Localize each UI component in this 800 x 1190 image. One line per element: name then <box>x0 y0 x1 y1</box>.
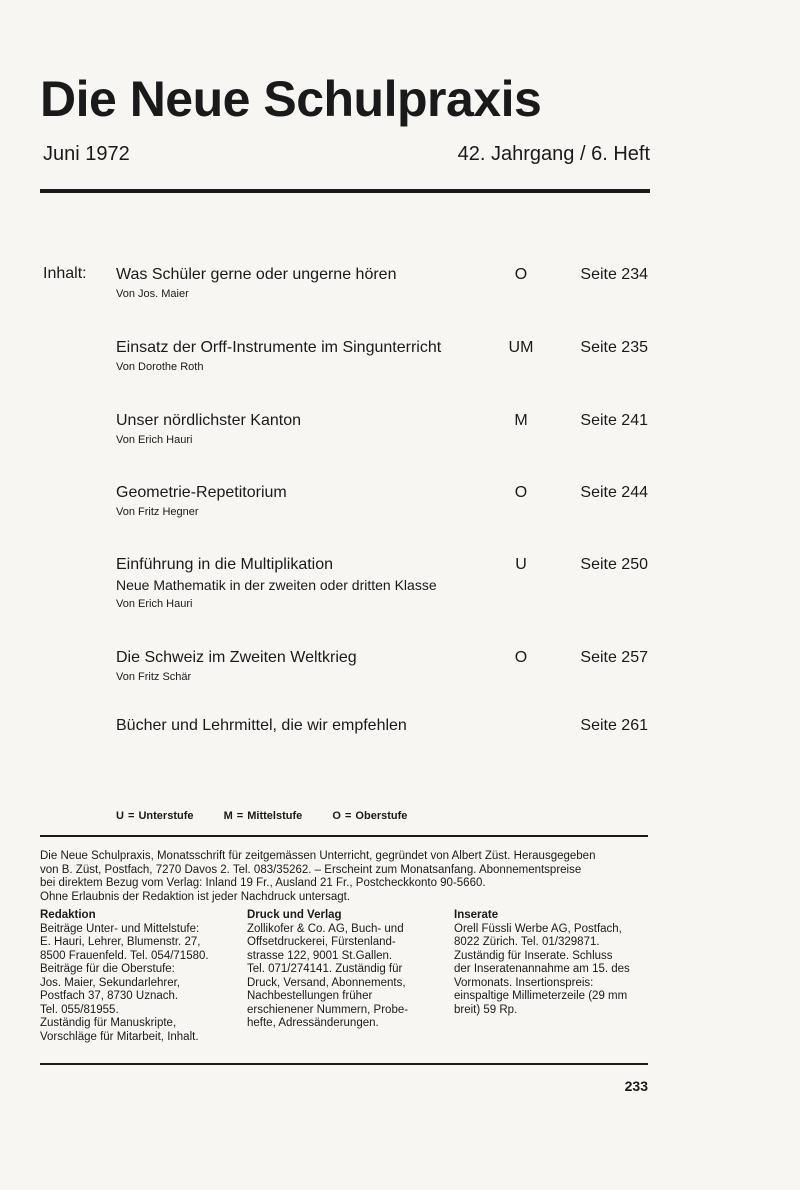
toc-entry-author: Von Fritz Hegner <box>116 506 199 518</box>
column-line: der Inseratenannahme am 15. des <box>454 963 630 975</box>
toc-entry-author: Von Fritz Schär <box>116 671 192 683</box>
column-line: Tel. 071/274141. Zuständig für <box>247 963 403 975</box>
column-line: Zuständig für Manuskripte, <box>40 1017 177 1029</box>
column-line: Vormonats. Insertionspreis: <box>454 976 594 989</box>
column-line: Offsetdruckerei, Fürstenland- <box>247 936 396 948</box>
column-line: Postfach 37, 8730 Uznach. <box>40 990 179 1002</box>
toc-entry-subtitle: Neue Mathematik in der zweiten oder dritten Klasse <box>116 577 437 593</box>
toc-entry <box>116 648 656 686</box>
footer-rule <box>40 1063 648 1065</box>
toc-entry <box>116 555 656 613</box>
toc-entry-level: O <box>514 484 528 501</box>
column-heading: Inserate <box>454 909 499 921</box>
toc-entry-level: O <box>514 649 528 666</box>
toc-entry <box>116 265 656 303</box>
toc-entry-page: Seite 244 <box>580 484 648 501</box>
toc-entry-author: Von Dorothe Roth <box>116 361 204 373</box>
column-line: 8022 Zürich. Tel. 01/329871. <box>454 936 600 948</box>
toc-entry-level: O <box>514 266 528 283</box>
level-legend <box>116 810 433 822</box>
column-line: hefte, Adressänderungen. <box>247 1017 379 1029</box>
toc-entry-title: Unser nördlichster Kanton <box>116 412 301 429</box>
column-line: Beiträge für die Oberstufe: <box>40 963 175 975</box>
column-redaktion <box>40 909 209 1044</box>
column-line: Nachbestellungen früher <box>247 990 373 1002</box>
toc-entry <box>116 483 656 521</box>
masthead-line: Die Neue Schulpraxis, Monatsschrift für zeitgemässen Unterricht, gegründet von Albert Züst. Herausgegeben <box>40 850 596 862</box>
column-line: Zollikofer & Co. AG, Buch- und <box>247 922 404 935</box>
toc-entry-page: Seite 235 <box>580 339 648 356</box>
column-line: Jos. Maier, Sekundarlehrer, <box>40 976 180 989</box>
legend-oberstufe: O = Oberstufe <box>332 810 408 822</box>
column-line: E. Hauri, Lehrer, Blumenstr. 27, <box>40 936 201 948</box>
toc-entry-title: Was Schüler gerne oder ungerne hören <box>116 266 397 283</box>
masthead-line: bei direktem Bezug vom Verlag: Inland 19 Fr., Ausland 21 Fr., Postcheckkonto 90-5660. <box>40 877 486 889</box>
column-inserate <box>454 909 630 1017</box>
legend-rule <box>40 835 648 837</box>
column-line: einspaltige Millimeterzeile (29 mm <box>454 990 628 1002</box>
toc-entry-title: Bücher und Lehrmittel, die wir empfehlen <box>116 717 407 734</box>
toc-entry <box>116 411 656 449</box>
toc-entry-page: Seite 257 <box>580 649 648 666</box>
issue-date: Juni 1972 <box>43 143 130 165</box>
toc-entry <box>116 338 656 376</box>
toc-entry-level: UM <box>508 339 534 356</box>
toc-entry-title: Einführung in die Multiplikation <box>116 556 334 573</box>
column-heading: Redaktion <box>40 909 96 921</box>
column-line: Zuständig für Inserate. Schluss <box>454 949 613 962</box>
toc-entry-level: U <box>515 556 527 573</box>
column-line: Beiträge Unter- und Mittelstufe: <box>40 922 200 935</box>
magazine-title: Die Neue Schulpraxis <box>40 71 542 127</box>
toc-entry-title: Einsatz der Orff-Instrumente im Singunterricht <box>116 339 442 356</box>
toc-entry-author: Von Erich Hauri <box>116 598 193 610</box>
column-line: Orell Füssli Werbe AG, Postfach, <box>454 922 622 935</box>
column-line: Druck, Versand, Abonnements, <box>247 976 406 989</box>
header-rule <box>40 189 650 193</box>
masthead-line: Ohne Erlaubnis der Redaktion ist jeder Nachdruck untersagt. <box>40 890 351 903</box>
legend-mittelstufe: M = Mittelstufe <box>223 810 303 822</box>
toc-entry-title: Geometrie-Repetitorium <box>116 484 287 501</box>
toc-entry-page: Seite 234 <box>580 266 648 283</box>
toc-entry-page: Seite 250 <box>580 556 648 573</box>
column-line: Tel. 055/81955. <box>40 1003 119 1016</box>
column-line: breit) 59 Rp. <box>454 1003 518 1016</box>
column-line: strasse 122, 9001 St.Gallen. <box>247 949 393 962</box>
masthead-text <box>40 850 652 904</box>
issue-number: 42. Jahrgang / 6. Heft <box>457 143 650 165</box>
toc-entry-author: Von Jos. Maier <box>116 288 189 300</box>
toc-entry-page: Seite 241 <box>580 412 648 429</box>
column-heading: Druck und Verlag <box>247 909 342 921</box>
column-druck-und-verlag <box>247 909 408 1031</box>
page-number: 233 <box>624 1078 648 1094</box>
column-line: erschienener Nummern, Probe- <box>247 1003 409 1016</box>
toc-entry-title: Die Schweiz im Zweiten Weltkrieg <box>116 649 357 666</box>
column-line: 8500 Frauenfeld. Tel. 054/71580. <box>40 949 209 962</box>
toc-entry-author: Von Erich Hauri <box>116 434 193 446</box>
legend-unterstufe: U = Unterstufe <box>116 810 194 822</box>
toc-label: Inhalt: <box>43 265 87 282</box>
column-line: Vorschläge für Mitarbeit, Inhalt. <box>40 1030 199 1043</box>
masthead-line: von B. Züst, Postfach, 7270 Davos 2. Tel. 083/35262. – Erscheint zum Monatsanfang. Abonnementspreise <box>40 863 582 876</box>
toc-entry-page: Seite 261 <box>580 717 648 734</box>
toc-entry-level: M <box>514 412 528 429</box>
toc-entry <box>116 716 656 736</box>
